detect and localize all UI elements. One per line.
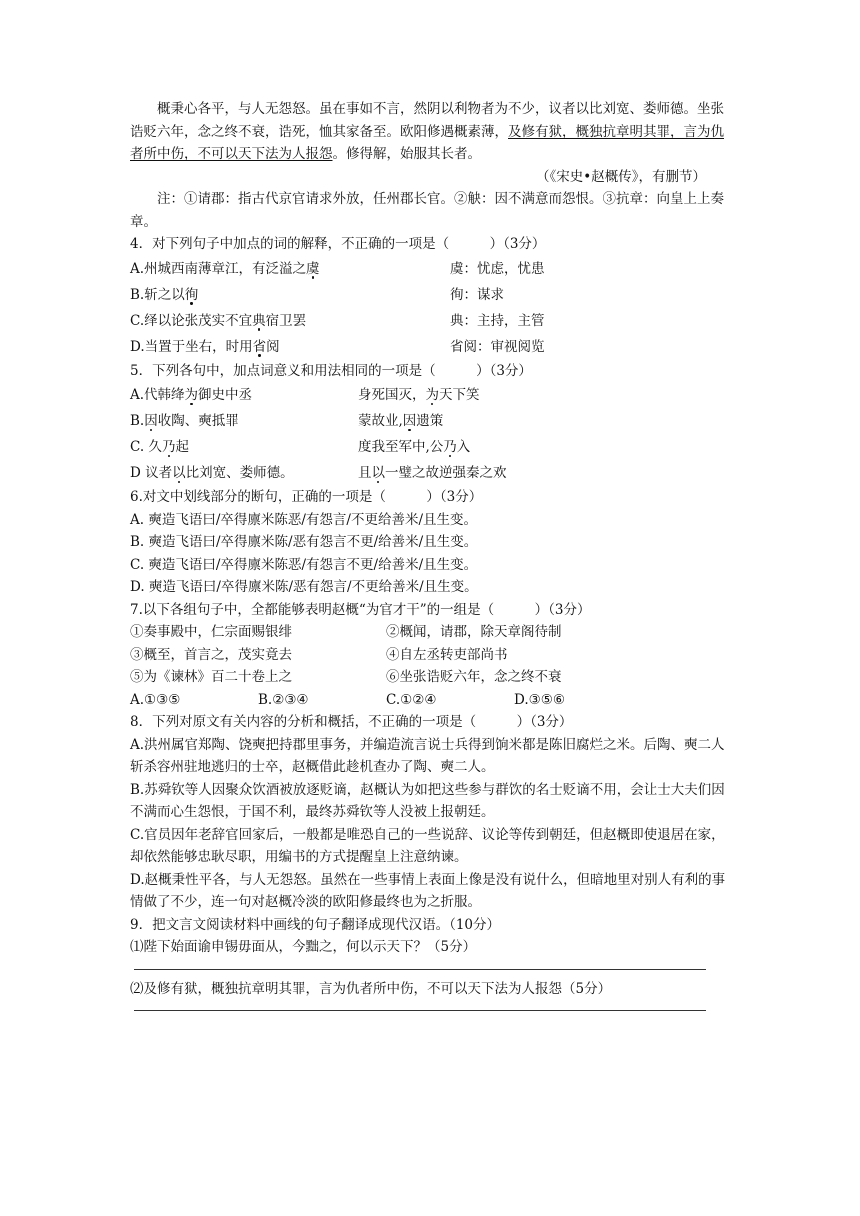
passage-paragraph: 概秉心各平，与人无怨怒。虽在事如不言，然阴以利物者为不少，议者以比刘宽、娄师德。坐张诰贬六年，念之终不衰，诰死，恤其家备至。欧阳修遇概素薄，及修有狱，概独抗章明其罪，言为仇者所中伤，不可以天下法为人报怨。修得解，始服其长者。 bbox=[130, 101, 724, 162]
dotted-word: 徇 bbox=[184, 286, 199, 303]
answer-line[interactable] bbox=[134, 959, 706, 970]
q7-item-row: ①奏事殿中，仁宗面赐银绯 ②概闻，请郡，除天章阁待制 bbox=[130, 624, 562, 640]
q5-option-c: C. 久乃起 度我至军中,公乃入 bbox=[130, 439, 471, 455]
dotted-word: 省 bbox=[252, 338, 267, 355]
dotted-word: 乃 bbox=[161, 439, 176, 455]
q7-item-row: ③概至，首言之，茂实竟去 ④自左丞转吏部尚书 bbox=[130, 646, 508, 663]
q4-option-a: A.州城西南薄章江，有泛溢之虞 虞：忧虑，忧患 bbox=[130, 256, 730, 282]
dotted-word: 典 bbox=[252, 312, 266, 329]
q5-option-d: D 议者以比刘宽、娄师德。 且以一璧之故逆强秦之欢 bbox=[130, 465, 507, 481]
q7-item-row: ⑤为《谏林》百二十卷上之 ⑥坐张诰贬六年，念之终不衰 bbox=[130, 669, 562, 685]
q6-option: A. 奭造飞语曰/卒得廪米陈恶/有怨言/不更给善米/且生变。 bbox=[130, 511, 478, 528]
dotted-word: 为 bbox=[425, 387, 439, 403]
q4-option-b: B.斩之以徇 徇：谋求 bbox=[130, 282, 730, 308]
dotted-word: 虞 bbox=[306, 260, 320, 277]
answer-line[interactable] bbox=[134, 1000, 706, 1011]
q8-option: C.官员因年老辞官回家后，一般都是唯恐自己的一些说辞、议论等传到朝廷，但赵概即使退居在家，却依然能够忠耿尽职，用编书的方式提醒皇上注意纳谏。 bbox=[130, 826, 725, 865]
question-5-stem: 5．下列各句中，加点词意义和用法相同的一项是（ ）（3分） bbox=[130, 362, 532, 379]
dotted-word: 因 bbox=[402, 413, 417, 429]
q8-option: D.赵概秉性平各，与人无怨怒。虽然在一些事情上表面上像是没有说什么，但暗地里对别人有利的事情做了不少，连一句对赵概冷淡的欧阳修最终也为之折服。 bbox=[130, 871, 726, 910]
q8-option: A.洪州属官郑陶、饶奭把持郡里事务，并编造流言说士兵得到饷米都是陈旧腐烂之米。后陶、奭二人斩杀容州驻地逃归的士卒，赵概借此趁机查办了陶、奭二人。 bbox=[130, 736, 725, 775]
source-citation: （《宋史•赵概传》，有删节） bbox=[536, 168, 706, 185]
exam-page bbox=[130, 98, 730, 1019]
q4-explanation: 省阅：审视阅览 bbox=[450, 338, 545, 355]
dotted-word: 以 bbox=[172, 465, 186, 481]
q4-explanation: 徇：谋求 bbox=[450, 286, 504, 303]
question-9-stem: 9．把文言文阅读材料中画线的句子翻译成现代汉语。（10分） bbox=[130, 916, 501, 933]
question-4-stem: 4．对下列句子中加点的词的解释，不正确的一项是（ ）（3分） bbox=[130, 236, 546, 252]
q9-sentence-2: ⑵及修有狱，概独抗章明其罪，言为仇者所中伤，不可以天下法为人报怨（5分） bbox=[130, 980, 612, 997]
q4-explanation: 典：主持，主管 bbox=[450, 312, 545, 329]
dotted-word: 因 bbox=[144, 413, 158, 429]
q8-option: B.苏舜钦等人因聚众饮酒被放逐贬谪，赵概认为如把这些参与群饮的名士贬谪不用，会让士大夫们因不满而心生怨恨，于国不利，最终苏舜钦等人没被上报朝廷。 bbox=[130, 781, 725, 820]
q4-option-d: D.当置于坐右，时用省阅 省阅：审视阅览 bbox=[130, 334, 730, 360]
question-6-stem: 6.对文中划线部分的断句，正确的一项是（ ）（3分） bbox=[130, 489, 483, 505]
question-7-stem: 7.以下各组句子中，全都能够表明赵概“为官才干”的一组是（ ）（3分） bbox=[130, 601, 591, 618]
q7-choices: A.①③⑤ B.②③④ C.①②④ D.③⑤⑥ bbox=[130, 691, 565, 708]
q6-option: B. 奭造飞语曰/卒得廪米陈/恶有怨言不更/给善米/且生变。 bbox=[130, 534, 478, 550]
q6-option: D. 奭造飞语曰/卒得廪米陈/恶有怨言/不更给善米/且生变。 bbox=[130, 579, 478, 595]
question-8-stem: 8．下列对原文有关内容的分析和概括，不正确的一项是（ ）（3分） bbox=[130, 714, 573, 730]
q5-option-a: A.代韩绛为御史中丞 身死国灭，为天下笑 bbox=[130, 387, 480, 403]
underlined-sentence: 及修有狱，概独抗章明其罪，言为仇者所中伤，不可以天下法为人报怨 bbox=[130, 123, 724, 162]
q5-option-b: B.因收陶、奭抵罪 蒙故业,因遗策 bbox=[130, 413, 444, 429]
q6-option: C. 奭造飞语曰/卒得廪米陈恶/有怨言不更/给善米/且生变。 bbox=[130, 556, 478, 573]
dotted-word: 乃 bbox=[443, 439, 457, 455]
dotted-word: 为 bbox=[184, 387, 199, 403]
q4-explanation: 虞：忧虑，忧患 bbox=[450, 260, 545, 277]
dotted-word: 以 bbox=[371, 465, 385, 481]
annotation-note: 注：①请郡：指古代京官请求外放，任州郡长官。②觖：因不满意而怨恨。③抗章：向皇上上奏章。 bbox=[130, 191, 724, 230]
q4-option-c: C.绎以论张茂实不宜典宿卫罢 典：主持，主管 bbox=[130, 308, 730, 334]
q9-sentence-1: ⑴陛下始面谕申锡毋面从，今黜之，何以示天下？（5分） bbox=[130, 939, 477, 955]
